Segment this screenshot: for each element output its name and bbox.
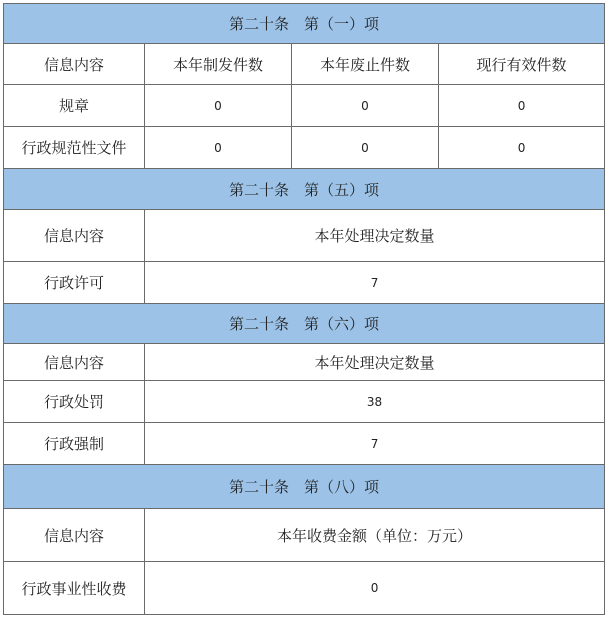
- cell-value: 7: [145, 423, 605, 465]
- column-header: 本年处理决定数量: [145, 210, 605, 262]
- cell-value: 0: [145, 85, 292, 127]
- column-header-row: [4, 344, 605, 381]
- row-label: 行政处罚: [4, 381, 145, 423]
- cell-value: 0: [145, 562, 605, 615]
- section-title: 第二十条 第（八）项: [4, 465, 605, 509]
- section-title: 第二十条 第（一）项: [4, 4, 605, 44]
- table-row: [4, 562, 605, 615]
- column-header: 现行有效件数: [439, 44, 605, 85]
- column-header: 本年处理决定数量: [145, 344, 605, 381]
- column-header-row: [4, 210, 605, 262]
- cell-value: 0: [292, 127, 439, 169]
- column-header: 信息内容: [4, 44, 145, 85]
- table-row: [4, 262, 605, 304]
- cell-value: 7: [145, 262, 605, 304]
- section-header-row: [4, 169, 605, 210]
- row-label: 规章: [4, 85, 145, 127]
- section-header-row: [4, 465, 605, 509]
- row-label: 行政强制: [4, 423, 145, 465]
- table-row: [4, 85, 605, 127]
- cell-value: 38: [145, 381, 605, 423]
- section-header-row: [4, 304, 605, 344]
- column-header: 信息内容: [4, 509, 145, 562]
- column-header: 本年制发件数: [145, 44, 292, 85]
- column-header: 本年收费金额（单位：万元）: [145, 509, 605, 562]
- section-title: 第二十条 第（五）项: [4, 169, 605, 210]
- section-title: 第二十条 第（六）项: [4, 304, 605, 344]
- column-header-row: [4, 509, 605, 562]
- column-header: 本年废止件数: [292, 44, 439, 85]
- column-header: 信息内容: [4, 210, 145, 262]
- disclosure-table: [3, 3, 605, 615]
- cell-value: 0: [145, 127, 292, 169]
- cell-value: 0: [439, 85, 605, 127]
- table-row: [4, 381, 605, 423]
- row-label: 行政事业性收费: [4, 562, 145, 615]
- cell-value: 0: [292, 85, 439, 127]
- row-label: 行政许可: [4, 262, 145, 304]
- row-label: 行政规范性文件: [4, 127, 145, 169]
- column-header-row: [4, 44, 605, 85]
- column-header: 信息内容: [4, 344, 145, 381]
- table-row: [4, 127, 605, 169]
- section-header-row: [4, 4, 605, 44]
- cell-value: 0: [439, 127, 605, 169]
- table-row: [4, 423, 605, 465]
